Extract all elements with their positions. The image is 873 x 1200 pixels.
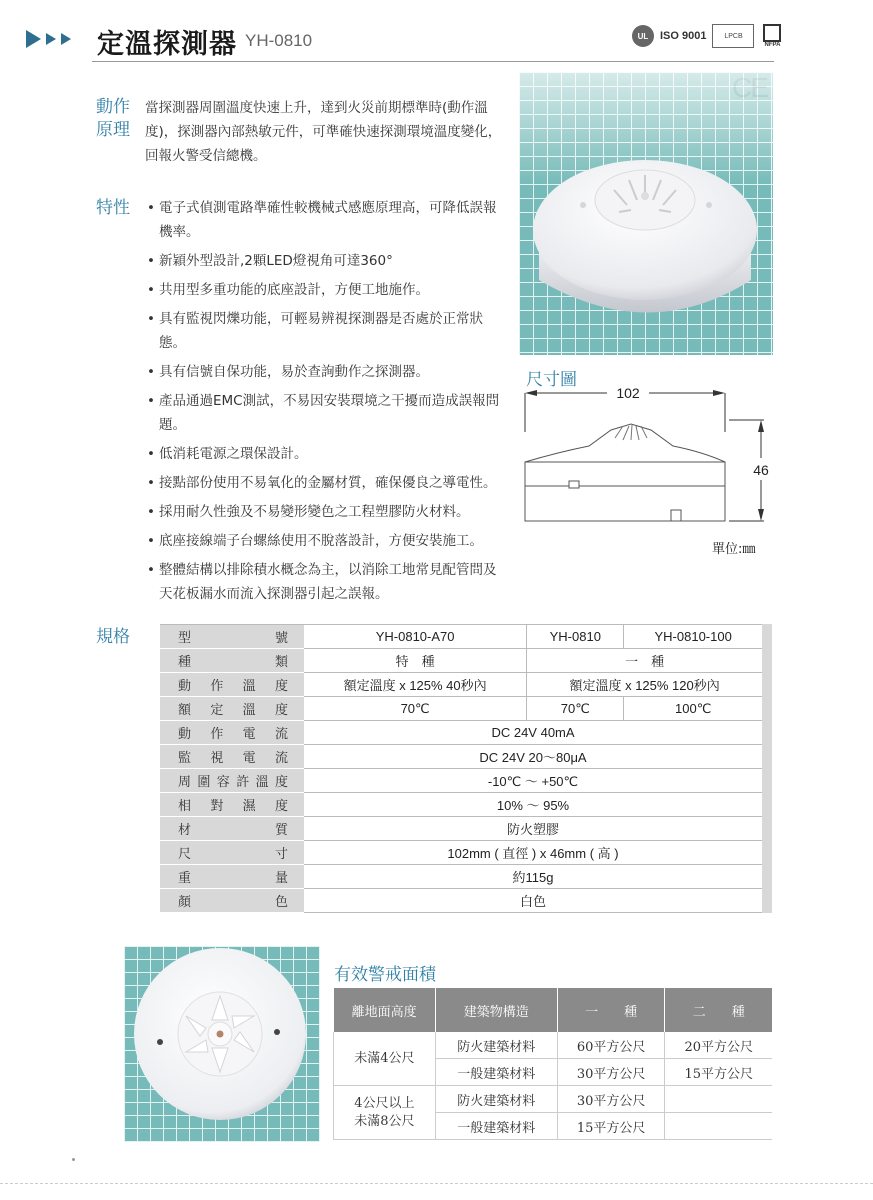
table-header: 離地面高度 建築物構造 一 種 二 種 — [334, 988, 773, 1032]
table-row: 型號 YH-0810-A70 YH-0810 YH-0810-100 — [160, 625, 767, 649]
dimension-label: 尺寸圖 — [526, 370, 577, 390]
header-divider — [92, 61, 774, 62]
principle-label: 動作 原理 — [96, 97, 130, 140]
table-row: 動作溫度 額定溫度 x 125% 40秒內 額定溫度 x 125% 120秒內 — [160, 673, 767, 697]
table-row: 材質 防火塑膠 — [160, 817, 767, 841]
list-item: • 採用耐久性強及不易變形變色之工程塑膠防火材料。 — [145, 500, 505, 524]
table-row: 4公尺以上 未滿8公尺 防火建築材料 30平方公尺 — [334, 1086, 773, 1113]
list-item: • 電子式偵測電路準確性較機械式感應原理高，可降低誤報機率。 — [145, 196, 505, 244]
list-item: • 產品通過EMC測試，不易因安裝環境之干擾而造成誤報問題。 — [145, 389, 505, 437]
page-title: 定溫探測器 — [97, 29, 237, 60]
table-row: 額定溫度 70℃ 70℃ 100℃ — [160, 697, 767, 721]
list-item: • 接點部份使用不易氧化的金屬材質，確保優良之導電性。 — [145, 471, 505, 495]
dimension-drawing — [519, 380, 773, 530]
table-row: 種類 特 種 一 種 — [160, 649, 767, 673]
table-row: 重量 約115g — [160, 865, 767, 889]
iso-label: ISO 9001 — [660, 30, 707, 42]
table-row: 顏色 白色 — [160, 889, 767, 913]
footer-dot — [72, 1158, 75, 1161]
arrow-right-icon — [61, 33, 71, 45]
list-item: • 整體結構以排除積水概念為主，以消除工地常見配管問及天花板漏水而流入探測器引起之誤報。 — [145, 558, 505, 606]
list-item: • 新穎外型設計,2顆LED燈視角可達360° — [145, 249, 505, 273]
table-row: 未滿4公尺 防火建築材料 60平方公尺 20平方公尺 — [334, 1032, 773, 1059]
features-label: 特性 — [96, 198, 130, 218]
table-row: 相對濕度 10% ～ 95% — [160, 793, 767, 817]
arrow-right-icon — [46, 33, 56, 45]
dimension-width: 102 — [616, 385, 640, 401]
nfpa-logo-icon: NFPA — [760, 24, 784, 48]
product-photo-top — [124, 946, 320, 1142]
arrow-right-icon — [26, 30, 41, 48]
list-item: • 共用型多重功能的底座設計，方便工地施作。 — [145, 278, 505, 302]
list-item: • 低消耗電源之環保設計。 — [145, 442, 505, 466]
table-row: 一般建築材料 30平方公尺 15平方公尺 — [334, 1059, 773, 1086]
table-row: 動作電流 DC 24V 40mA — [160, 721, 767, 745]
certification-logos — [632, 24, 784, 48]
spec-table — [160, 624, 772, 913]
principle-text: 當探測器周圍溫度快速上升，達到火災前期標準時(動作溫度)，探測器內部熱敏元件，可準確快速探測環境溫度變化，回報火警受信總機。 — [145, 100, 502, 164]
table-row: 監視電流 DC 24V 20～80μA — [160, 745, 767, 769]
header-arrows — [26, 30, 71, 48]
list-item: • 具有監視閃爍功能，可輕易辨視探測器是否處於正常狀態。 — [145, 307, 505, 355]
lpcb-logo-icon: LPCB — [712, 24, 754, 48]
ul-logo-icon: UL — [632, 25, 654, 47]
product-photo-side — [519, 130, 773, 330]
page-model: YH-0810 — [245, 31, 313, 50]
dimension-height: 46 — [753, 462, 769, 478]
area-table — [333, 988, 772, 1140]
area-label: 有效警戒面積 — [334, 965, 436, 985]
list-item: • 具有信號自保功能，易於查詢動作之探測器。 — [145, 360, 505, 384]
table-row: 周圍容許溫度 -10℃ ～ +50℃ — [160, 769, 767, 793]
table-row: 一般建築材料 15平方公尺 — [334, 1113, 773, 1140]
dimension-unit: 單位:㎜ — [712, 542, 756, 557]
spec-label: 規格 — [96, 627, 130, 647]
footer-divider — [0, 1183, 873, 1184]
list-item: • 底座接線端子台螺絲使用不脫落設計，方便安裝施工。 — [145, 529, 505, 553]
features-list — [145, 196, 505, 611]
table-row: 尺寸 102mm ( 直徑 ) x 46mm ( 高 ) — [160, 841, 767, 865]
